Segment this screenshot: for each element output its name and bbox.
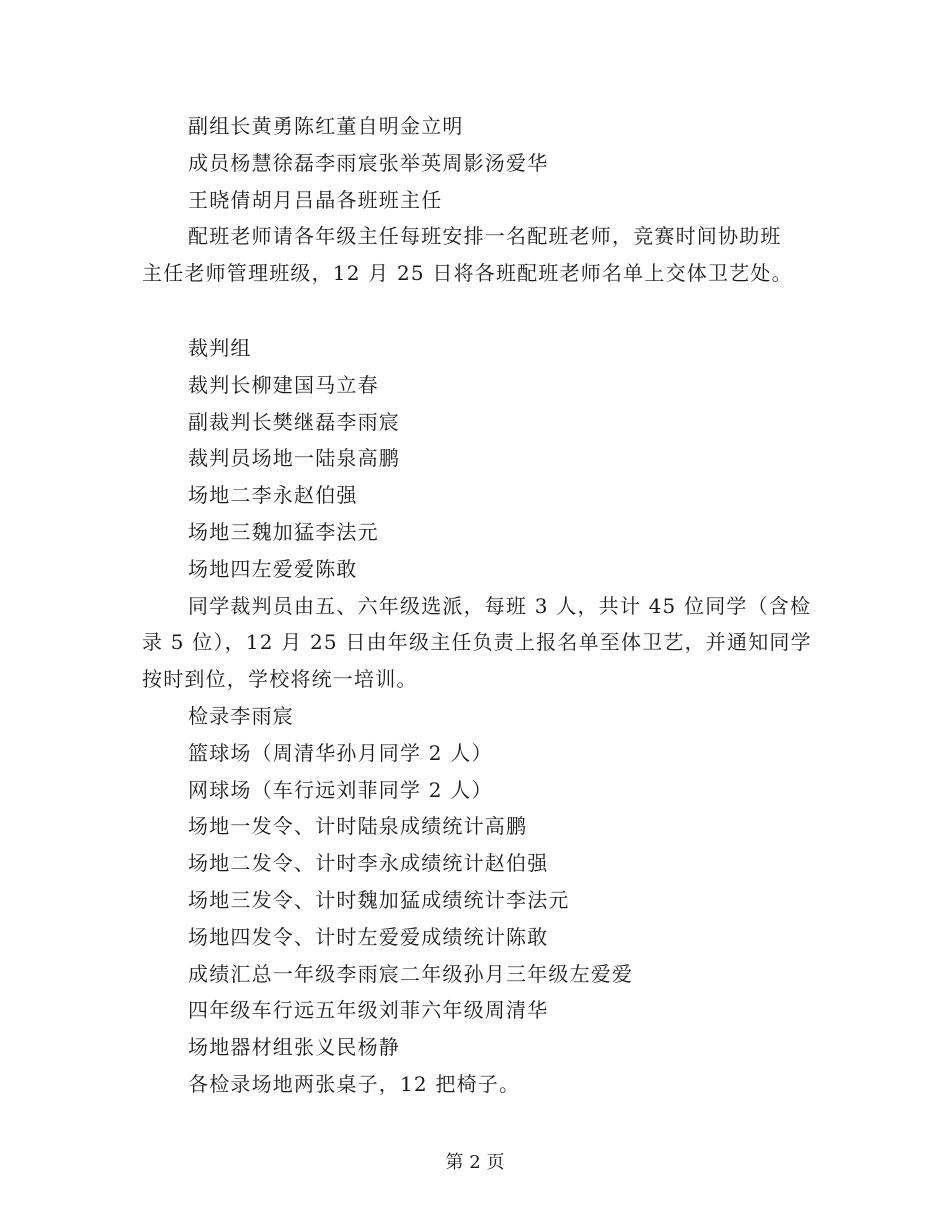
text-line: 成绩汇总一年级李雨宸二年级孙月三年级左爱爱 bbox=[188, 961, 634, 986]
text-line: 四年级车行远五年级刘菲六年级周清华 bbox=[188, 998, 549, 1023]
section-heading-judges: 裁判组 bbox=[188, 335, 252, 360]
text-line: 主任老师管理班级，12 月 25 日将各班配班老师名单上交体卫艺处。 bbox=[142, 261, 793, 286]
text-line: 按时到位，学校将统一培训。 bbox=[142, 667, 418, 692]
text-line: 王晓倩胡月吕晶各班班主任 bbox=[188, 187, 443, 212]
text-line: 场地三发令、计时魏加猛成绩统计李法元 bbox=[188, 887, 570, 912]
text-line: 网球场（车行远刘菲同学 2 人） bbox=[188, 777, 493, 802]
text-line: 篮球场（周清华孙月同学 2 人） bbox=[188, 740, 493, 765]
paragraph-gap bbox=[142, 292, 808, 330]
text-line: 场地二发令、计时李永成绩统计赵伯强 bbox=[188, 851, 549, 876]
text-line: 同学裁判员由五、六年级选派，每班 3 人，共计 45 位同学（含检 bbox=[188, 593, 812, 618]
text-line: 裁判长柳建国马立春 bbox=[188, 372, 379, 397]
paragraph-teacher-assignment bbox=[142, 218, 808, 292]
text-line: 成员杨慧徐磊李雨宸张举英周影汤爱华 bbox=[188, 150, 549, 175]
text-line: 检录李雨宸 bbox=[188, 703, 294, 728]
text-line: 各检录场地两张桌子，12 把椅子。 bbox=[188, 1071, 521, 1096]
text-line: 配班老师请各年级主任每班安排一名配班老师，竞赛时间协助班 bbox=[188, 224, 782, 249]
document-body bbox=[142, 108, 812, 1103]
text-line: 场地二李永赵伯强 bbox=[188, 483, 358, 508]
paragraph-student-judges bbox=[142, 588, 812, 698]
text-line: 场地器材组张义民杨静 bbox=[188, 1035, 400, 1060]
text-line: 裁判员场地一陆泉高鹏 bbox=[188, 446, 400, 471]
page-number-footer: 第 2 页 bbox=[445, 1152, 505, 1173]
text-line: 场地三魏加猛李法元 bbox=[188, 519, 379, 544]
text-line: 副裁判长樊继磊李雨宸 bbox=[188, 409, 400, 434]
text-line: 场地一发令、计时陆泉成绩统计高鹏 bbox=[188, 814, 528, 839]
text-line: 录 5 位），12 月 25 日由年级主任负责上报名单至体卫艺，并通知同学 bbox=[142, 630, 812, 655]
text-line: 副组长黄勇陈红董自明金立明 bbox=[188, 114, 464, 138]
text-line: 场地四左爱爱陈敢 bbox=[188, 556, 358, 581]
text-line: 场地四发令、计时左爱爱成绩统计陈敢 bbox=[188, 924, 549, 949]
